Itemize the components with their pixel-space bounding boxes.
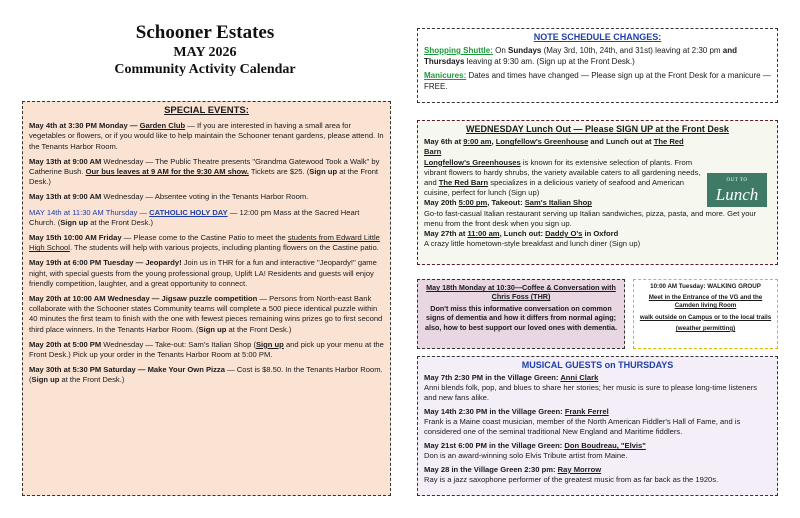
event-date: May 19th at 6:00 PM Tuesday — Jeopardy! xyxy=(29,258,182,268)
walking-weather: (weather permitting) xyxy=(675,324,736,332)
calendar-subtitle: Community Activity Calendar xyxy=(114,62,296,77)
event-puzzle xyxy=(29,294,384,335)
shuttle-note xyxy=(424,45,771,67)
music-date: May 28 in the Village Green 2:30 pm: xyxy=(424,465,558,474)
lunch-text: and Lunch out at xyxy=(588,137,654,147)
event-text: — Please come to the Castine Patio to meet the xyxy=(121,233,288,243)
event-date: May 13th at 9:00 AM xyxy=(29,192,102,202)
music-text: Anni blends folk, pop, and blues to share her stories; her music is sure to please long-time listeners and new fans alike. xyxy=(424,383,758,402)
event-name: CATHOLIC HOLY DAY xyxy=(149,207,228,217)
event-text: . The students will help with various projects, including planting flowers on the Castine patio. xyxy=(69,243,379,253)
shuttle-days: and Thursdays xyxy=(424,46,738,66)
musical-guests-box xyxy=(417,356,778,496)
musical-guests-title: MUSICAL GUESTS on THURSDAYS xyxy=(521,360,674,370)
lunch-description: A crazy little hometown-style breakfast and lunch diner (Sign up) xyxy=(424,239,641,249)
music-artist: Frank Ferrel xyxy=(564,407,609,416)
event-date: May 30th at 5:30 PM Saturday — Make Your Own Pizza xyxy=(29,365,225,375)
event-text: at the Front Desk.) xyxy=(59,375,125,385)
event-text: Wednesday — Absentee voting in the Tenants Harbor Room. xyxy=(101,192,309,202)
lunch-item xyxy=(424,137,771,157)
shuttle-days: Sundays xyxy=(508,46,542,55)
music-event xyxy=(424,441,771,461)
note-text: Dates and times have changed — Please sign up at the Front Desk for a manicure — FREE. xyxy=(424,71,771,91)
event-date: May 4th at 3:30 PM Monday — xyxy=(29,121,140,131)
manicure-label: Manicures: xyxy=(424,71,467,80)
music-event xyxy=(424,407,771,437)
event-voting xyxy=(29,192,384,202)
event-text: at the Front Desk.) xyxy=(29,167,379,187)
note-text: leaving at 9:30 am. (Sign up at the Front Desk.) xyxy=(464,57,635,66)
music-date: May 7th 2:30 PM in the Village Green: xyxy=(424,373,561,382)
event-date: May 20th at 5:00 PM xyxy=(29,339,102,349)
event-text: Wednesday — Take-out: Sam's Italian Shop ( xyxy=(101,339,256,349)
lunch-time: 11:00 am xyxy=(467,229,500,239)
event-link: students from Edward Little High School xyxy=(29,233,380,253)
event-bus-note: Our bus leaves at 9 AM for the 9:30 AM show. xyxy=(85,167,249,177)
music-event xyxy=(424,465,771,485)
event-text: at the Front Desk.) xyxy=(88,217,154,227)
event-text: at the Front Desk.) xyxy=(226,324,292,334)
event-text: — If you are interested in having a small area for vegetables or flowers, or if you would like to help maintain the Schooner tenant gardens, please attend. In the Tenants Harbor Room. xyxy=(29,121,384,151)
lunch-place: Longfellow's Greenhouse xyxy=(495,137,589,147)
lunch-text: , Lunch out: xyxy=(499,229,546,239)
special-events-title: SPECIAL EVENTS: xyxy=(164,105,249,116)
shuttle-label: Shopping Shuttle: xyxy=(424,46,493,55)
event-pizza xyxy=(29,365,384,385)
music-date: May 21st 6:00 PM in the Village Green: xyxy=(424,441,565,450)
coffee-title: May 18th Monday at 10:30—Coffee & Conversation with Chris Foss (THR) xyxy=(426,283,616,302)
note-text: On xyxy=(492,46,508,55)
badge-big-text: Lunch xyxy=(715,185,759,205)
schedule-changes-box xyxy=(417,28,778,103)
music-artist: Don Boudreau, "Elvis" xyxy=(564,441,646,450)
music-date: May 14th 2:30 PM in the Village Green: xyxy=(424,407,565,416)
event-text: Join us in THR for a fun and interactive "Jeopardy!" game night, with special guests from the young professional group, Uplift LA! Residents and guests will enjoy friendly competition, laughter, and a great opportunity to connect. xyxy=(29,258,377,288)
walking-meet: Meet in the Entrance of the VG and the Camden living Room xyxy=(648,294,763,310)
schedule-changes-title: NOTE SCHEDULE CHANGES: xyxy=(533,32,662,42)
lunch-time: 9:00 am xyxy=(463,137,492,147)
event-signup: Sign up xyxy=(255,339,284,349)
music-text: Don is an award-winning solo Elvis Tribute artist from Maine. xyxy=(424,451,628,460)
coffee-conversation-box xyxy=(417,279,625,349)
event-text: Tickets are $25. ( xyxy=(248,167,310,177)
lunch-time: 5:00 pm xyxy=(458,198,488,208)
event-signup: Sign up xyxy=(198,324,227,334)
event-date: MAY 14th at 11:30 AM Thursday — xyxy=(29,207,150,217)
event-holy-day xyxy=(29,208,384,228)
lunch-date: May 27th at xyxy=(424,229,468,239)
manicure-note xyxy=(424,70,771,92)
walking-group-box xyxy=(633,279,778,349)
lunch-text: is known for its extensive selection of plants. From vibrant flowers to hardy shrubs, the variety available caters to all gardening needs, and xyxy=(424,157,701,188)
lunch-item xyxy=(424,229,771,239)
lunch-date: May 20th xyxy=(424,198,459,208)
badge-small-text: OUT TO xyxy=(726,178,748,183)
event-text: — 12:00 pm Mass at the Sacred Heart Church. ( xyxy=(29,207,360,227)
lunch-text: , Takeout: xyxy=(487,198,525,208)
event-theatre xyxy=(29,157,384,188)
lunch-text: in Oxford xyxy=(582,229,619,239)
note-text: (May 3rd, 10th, 24th, and 31st) leaving at 2:30 pm xyxy=(541,46,723,55)
music-text: Frank is a Maine coast musician, member of the North American Fiddler's Hall of Fame, and is considered one of the seminal traditional New England and Maritime fiddlers. xyxy=(424,417,741,436)
event-garden-club xyxy=(29,121,384,152)
event-students xyxy=(29,233,384,253)
lunch-place: Sam's Italian Shop xyxy=(524,198,592,208)
lunch-description: Go-to fast-casual Italian restaurant serving up Italian sandwiches, pizza, pasta, and more. Get your menu from the front desk when you sign up. xyxy=(424,208,757,228)
music-event xyxy=(424,373,771,403)
event-takeout xyxy=(29,340,384,360)
event-signup: Sign up xyxy=(60,217,89,227)
event-date: May 13th at 9:00 AM xyxy=(29,156,102,166)
wednesday-lunch-title xyxy=(424,124,771,134)
special-events-box xyxy=(22,101,391,496)
lunch-place: The Red Barn xyxy=(438,178,489,188)
coffee-text: Don't miss this informative conversation on common signs of dementia and how it differs from normal aging; also, how to best support our loved ones with dementia. xyxy=(424,303,618,332)
calendar-month: MAY 2026 xyxy=(173,45,237,60)
wednesday-lunch-box xyxy=(417,120,778,265)
music-artist: Ray Morrow xyxy=(557,465,602,474)
lunch-text: , xyxy=(491,137,496,147)
event-jeopardy xyxy=(29,258,384,289)
event-text: Wednesday — The Public Theatre presents "Grandma Gatewood Took a Walk" by Catherine Bush. xyxy=(29,156,380,177)
walking-route: walk outside on Campus or to the local trails xyxy=(639,313,772,321)
lunch-place: Daddy O's xyxy=(545,229,583,239)
community-name: Schooner Estates xyxy=(135,22,275,43)
event-text: — Cost is $8.50. In the Tenants Harbor Room. ( xyxy=(29,365,383,385)
music-text: Ray is a jazz saxophone performer of the greatest music from as far back as the 1920s. xyxy=(424,475,719,484)
lunch-place: The Red Barn xyxy=(424,137,684,157)
event-name: Garden Club xyxy=(139,121,186,131)
wednesday-lunch-title-text: WEDNESDAY Lunch Out — Please SIGN UP at the Front Desk xyxy=(466,124,729,134)
out-to-lunch-badge xyxy=(707,173,767,207)
event-text: — Persons from North-east Bank collaborate with the Schooner states Community teams will complete a 500 piece identical puzzle within 40 minutes the first team to finish with the one with fewest pieces remaining wins prizes go to first second third place winners. In the Tenants Harbor Room. ( xyxy=(29,294,383,334)
walking-head: 10:00 AM Tuesday: WALKING GROUP xyxy=(650,283,761,290)
event-date: May 20th at 10:00 AM Wednesday — Jigsaw puzzle competition xyxy=(29,294,258,304)
event-text: and pick up your menu at the Front Desk.) Pick up your order in the Tenants Harbor Room at 5:00 PM. xyxy=(29,339,384,360)
event-signup: Sign up xyxy=(309,167,338,177)
event-date: May 15th 10:00 AM Friday xyxy=(29,233,122,243)
lunch-text: specializes in a delicious variety of seafood and American cuisine, perfect for lunch (Sign up) xyxy=(424,178,685,198)
event-signup: Sign up xyxy=(31,375,60,385)
music-artist: Anni Clark xyxy=(560,373,599,382)
lunch-date: May 6th at xyxy=(424,137,464,147)
lunch-place: Longfellow's Greenhouses xyxy=(424,157,521,167)
calendar-header xyxy=(90,22,320,78)
